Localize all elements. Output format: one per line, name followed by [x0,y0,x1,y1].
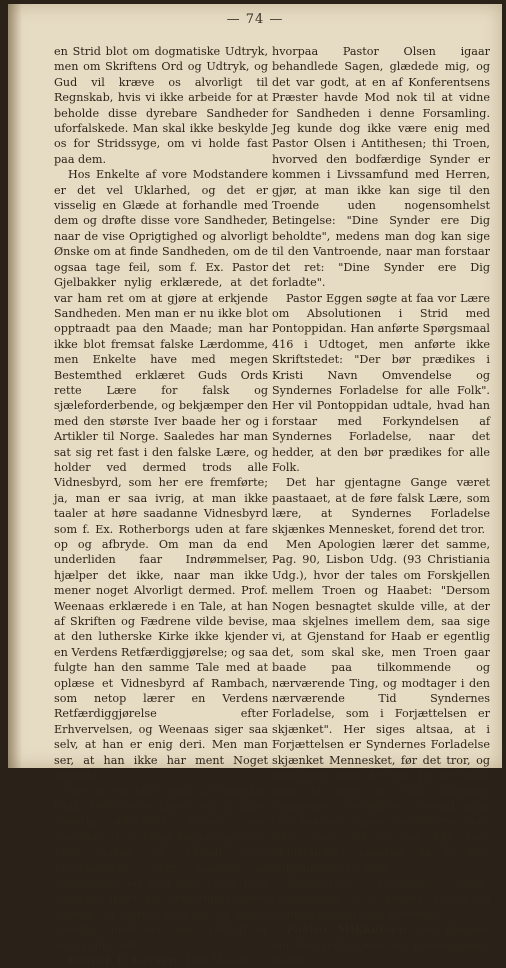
right-paragraph: hvorpaa Pastor Olsen igaar behandlede Sagen, glædede mig, og det var godt, at en af Konferentsens Præster havde Mod nok til at vidne for Sandheden i denne Forsamling. Jeg kunde dog ikke være enig med Pastor Olsen i Antithesen; thi Troen, hvorved den bodfærdige Synder er kommen i Livssamfund med Herren, gjør, at man ikke kan sige til den Troende uden nogensomhelst Betingelse: "Dine Synder ere Dig beholdte", medens man dog kan sige til den Vantroende, naar man forstaar det ret: "Dine Synder ere Dig forladte". [272,45,490,290]
speaker-paragraph [54,953,268,968]
right-paragraph: Pastorerne Helland, Bjørn, Geelmuyden, C. P. Jensen, Reque og Lunde anmeldte sin Bortreise. [272,876,490,921]
left-column [54,44,268,968]
left-paragraph: en Strid blot om dogmatiske Udtryk, men om Skriftens Ord og Udtryk, og Gud vil kræve os alvorligt til Regnskab, hvis vi ikke arbeide for at beholde disse dyrebare Sandheder uforfalskede. Man skal ikke beskylde os for Stridssyge, om vi holde fast paa dem. [54,45,268,166]
right-paragraph: Det har gjentagne Gange været paastaaet, at de føre falsk Lære, som lære, at Syndernes Forladelse skjænkes Mennesket, forend det tror. [272,476,490,536]
speech-text: Den Maade, [185,953,254,967]
left-paragraph: Hos Enkelte af vore Modstandere er det vel Uklarhed, og det er visselig en Glæde at forhandle med dem og drøfte disse vore Sandheder, naar de vise Oprigtighed og alvorligt Ønske om at finde Sandheden, om de ogsaa tage feil, som f. Ex. Pastor Gjelbakker nylig erklærede, at det var ham ret om at gjøre at erkjende Sandheden. Men man er nu ikke blot opptraadt paa den Maade; man har ikke blot fremsat falske Lærdomme, men Enkelte have med megen Bestemthed erklæret Guds Ords rette Lære for falsk og sjæleforderbende, og bekjæmper den med den største Iver baade her og i Artikler til Norge. Saaledes har man sat sig ret fast i den falske Lære, og holder ved dermed trods alle Vidnesbyrd, som her ere fremførte; ja, man er saa ivrig, at man ikke taaler at høre saadanne Vidnesbyrd som f. Ex. Rotherborgs uden at fare op og afbryde. Om man da end underliden faar Indrømmelser, hjælper det ikke, naar man ikke mener noget Alvorligt dermed. Prof. Weenaas erklærede i en Tale, at han af Skriften og Fædrene vilde bevise, at den lutherske Kirke ikke kjender en Verdens Retfærdiggjørelse; og saa fulgte han den samme Tale med at oplæse et Vidnesbyrd af Rambach, som netop lærer en Verdens Retfærdiggjørelse efter Erhvervelsen, og Weenaas siger saa selv, at han er enig deri. Men man ser, at han ikke har ment Noget dermed. [54,168,268,783]
speaker-name: Pastor T. Larsen. [68,952,182,967]
page-number: — 74 — [226,12,284,27]
speaker-paragraph [272,922,490,968]
binding-shadow [8,4,22,768]
right-paragraph: Pastor Eggen søgte at faa vor Lære om Absolutionen i Strid med Pontoppidan. Han anførte Spørgsmaal 416 i Udtoget, men anførte ikke Skriftstedet: "Der bør prædikes i Kristi Navn Omvendelse og Syndernes Forladelse for alle Folk". Her vil Pontoppidan udtale, hvad han forstaar med Forkyndelsen af Syndernes Forladelse, naar det hedder, at den bør prædikes for alle Folk. [272,291,490,474]
right-column [272,44,490,968]
speaker-name: Pastor Mikkelsen. [286,922,412,937]
right-paragraph: Men Apologien lærer det samme, Pag. 90, Lisbon Udg. (93 Christiania Udg.), hvor der tales om Forskjellen mellem Troen og Haabet: "Dersom Nogen besnagtet skulde ville, at der maa skjelnes imellem dem, saa sige vi, at Gjenstand for Haab er egentlig det, som skal ske, men Troen gaar baade paa tilkommende og nærværende Ting, og modtager i den nærværende Tid Syndernes Forladelse, som i Forjættelsen er skjænket". Her siges altsaa, at i Forjættelsen er Syndernes Forladelse skjænket Mennesket, før det tror, og modtages, naar det tror. Er det falsk, naar vi sige, at Gud skjænker Syndernes Forladelse, forend man tror saa maa ogsaa Symbolerne lære falsk, men det vil vel ikke vore Modstandere paastaa, da de selv bekjende sig til dem. [272,538,490,875]
book-page [8,4,502,967]
left-paragraph: Det er en stor Synd at modstaa Guds Ords rette Lære, og de have visselig allerførst Ansvar, som saaledes af al Magt bekjæmpe den. Men ogsaa de blandt vore Modstandere, som maatte se Sandheden, og som ikke vidne mod Saadant, gjøre sig delagtige i deres Ansvar og burde staa op og vidne alvorligt mod det, der tydeligt er mod Guds Ord. [54,784,268,952]
speech-text: Det gjælder om den rette Lære om Forsoningens Betyd- [272,923,491,967]
